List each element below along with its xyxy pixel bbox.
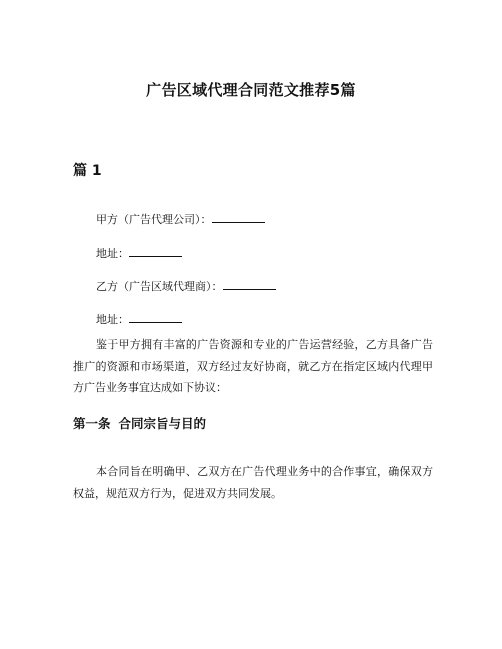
party-a-address-blank-line [129, 245, 182, 257]
party-b-address-blank-line [129, 311, 182, 323]
party-b-label: 乙方（广告区域代理商）： [96, 280, 223, 293]
article-1-heading [73, 414, 206, 432]
document-title: 广告区域代理合同范文推荐5篇 [146, 81, 356, 99]
section-heading: 篇 1 [73, 163, 102, 179]
party-b-address-field [96, 311, 182, 327]
party-b-blank-line [223, 278, 276, 290]
party-b-address-label: 地址： [96, 313, 129, 326]
intro-paragraph: 鉴于甲方拥有丰富的广告资源和专业的广告运营经验，乙方具备广告推广的资源和市场渠道，双方经过友好协商，就乙方在指定区域内代理甲方广告业务事宜达成如下协议： [73, 338, 433, 394]
party-a-label: 甲方（广告代理公司）： [96, 213, 212, 226]
article-1-number: 第一条 [73, 416, 111, 431]
party-b-field [96, 278, 276, 294]
article-1-body: 本合同旨在明确甲、乙双方在广告代理业务中的合作事宜，确保双方权益，规范双方行为，促进双方共同发展。 [73, 465, 433, 500]
party-a-blank-line [212, 211, 265, 223]
party-a-field [96, 211, 265, 227]
party-a-address-label: 地址： [96, 247, 129, 260]
article-1-title: 合同宗旨与目的 [118, 416, 207, 431]
party-a-address-field [96, 245, 182, 261]
